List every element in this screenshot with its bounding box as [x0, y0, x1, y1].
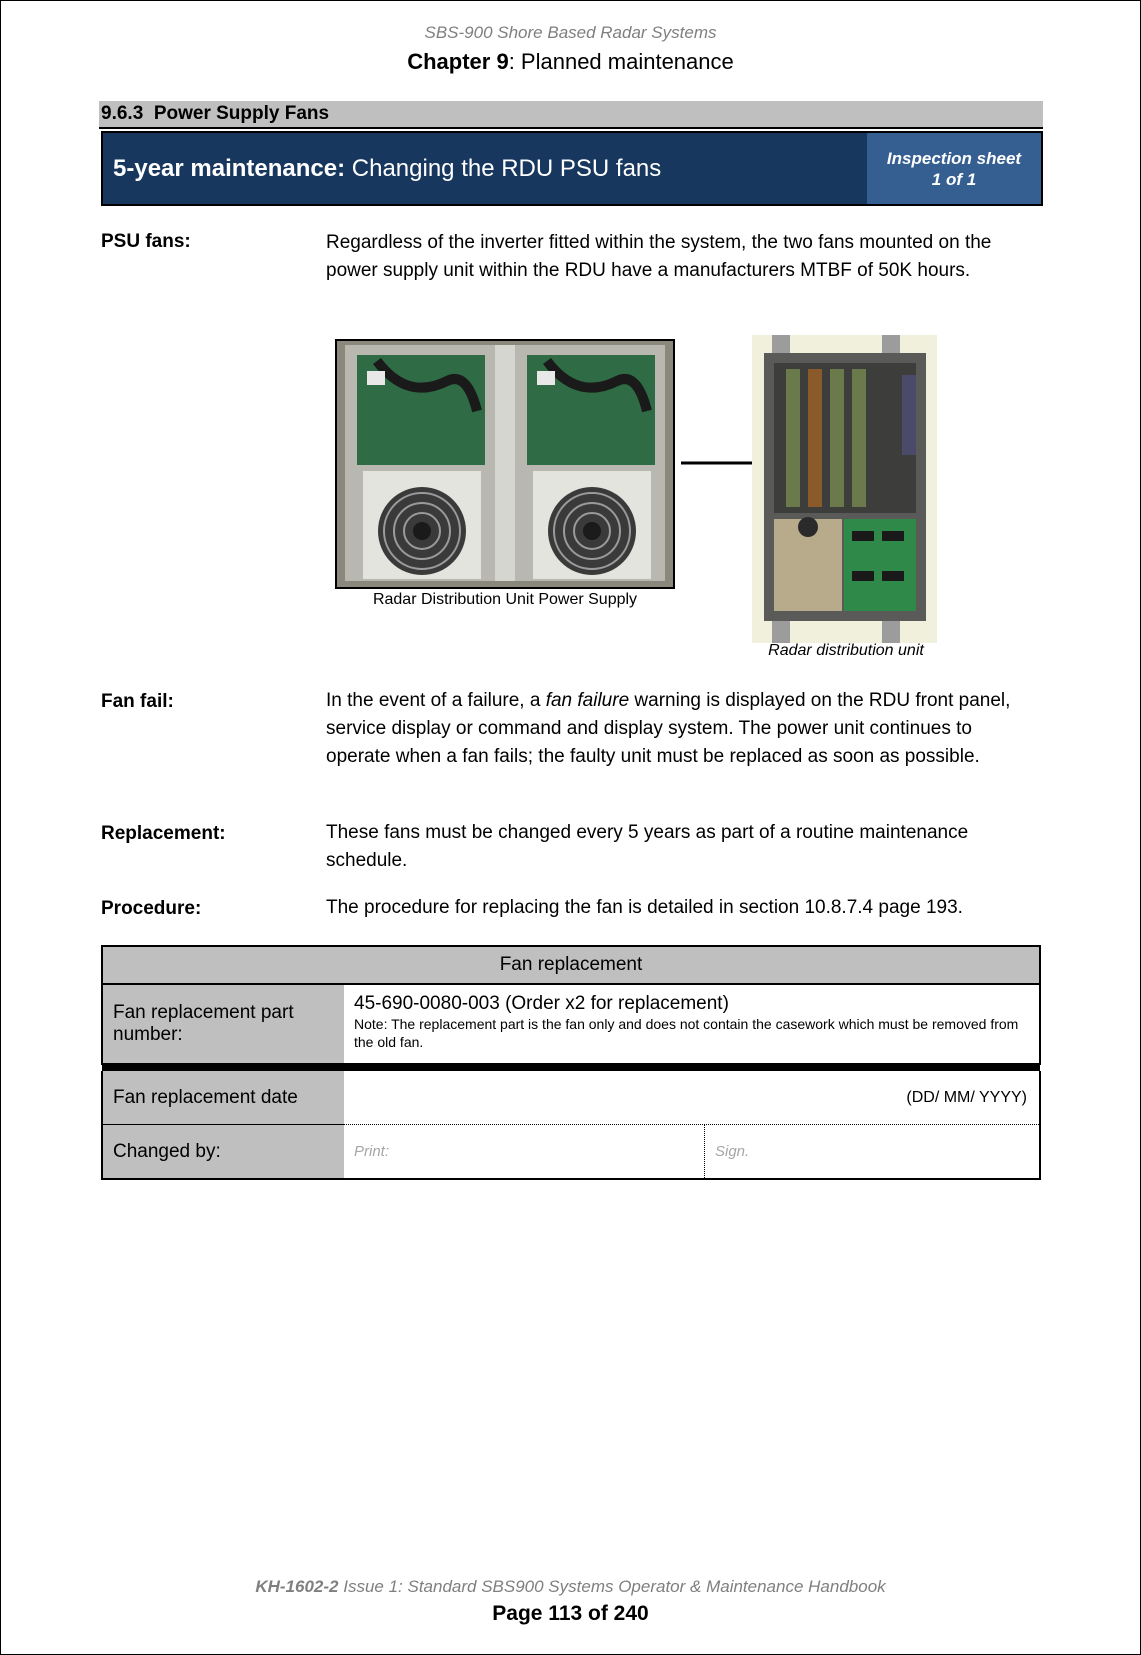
banner-title-rest: Changing the RDU PSU fans	[345, 155, 662, 182]
banner-title	[113, 133, 661, 204]
replacement-label: Replacement:	[101, 823, 226, 844]
part-number-value: 45-690-0080-003 (Order x2 for replacement)	[354, 993, 729, 1014]
footer-doc-code: KH-1602-2	[255, 1577, 339, 1596]
rdu-photo-caption: Radar distribution unit	[768, 642, 924, 659]
rdu-illustration	[752, 335, 937, 643]
part-number-cell	[344, 984, 1040, 1064]
signature-field[interactable]: Sign.	[705, 1125, 1041, 1180]
chapter-label: Chapter 9	[407, 49, 509, 74]
part-number-row	[102, 984, 1040, 1064]
document-title: SBS-900 Shore Based Radar Systems	[424, 23, 717, 42]
procedure-label: Procedure:	[101, 898, 202, 919]
table-title: Fan replacement	[102, 946, 1040, 984]
table-divider	[102, 1064, 1040, 1071]
section-heading: 9.6.3 Power Supply Fans	[99, 101, 1043, 129]
fan-replacement-table	[101, 945, 1041, 1180]
rdu-photo	[752, 335, 937, 643]
banner-title-bold: 5-year maintenance:	[113, 155, 346, 182]
inspection-sheet-badge	[867, 133, 1041, 204]
fan-fail-text	[326, 687, 1041, 771]
chapter-heading	[1, 49, 1140, 75]
chapter-title: : Planned maintenance	[508, 49, 734, 74]
footer-document-info	[1, 1577, 1140, 1597]
page-number: Page 113 of 240	[492, 1602, 649, 1625]
psu-photo	[335, 339, 675, 589]
changed-by-label: Changed by:	[102, 1125, 344, 1180]
table-header-row	[102, 946, 1040, 984]
maintenance-banner	[101, 131, 1043, 206]
part-number-label: Fan replacement part number:	[102, 984, 344, 1064]
inspection-sheet-count: 1 of 1	[931, 169, 977, 189]
procedure-text: The procedure for replacing the fan is detailed in section 10.8.7.4 page 193.	[326, 897, 963, 918]
fan-fail-label: Fan fail:	[101, 691, 174, 712]
replacement-date-label: Fan replacement date	[102, 1071, 344, 1125]
psu-photo-caption: Radar Distribution Unit Power Supply	[372, 591, 638, 608]
part-number-note: Note: The replacement part is the fan only and does not contain the casework which must be removed from the old fan.	[354, 1016, 1019, 1050]
fan-fail-text-end: warning is displayed on the RDU front panel, service display or command and display system. The power unit continues to operate when a fan fails; the faulty unit must be replaced as soon as possible.	[326, 690, 1011, 767]
fan-failure-term: fan failure	[545, 690, 630, 711]
psu-illustration	[337, 341, 673, 587]
fan-fail-text-start: In the event of a failure, a	[326, 690, 546, 711]
replacement-text: These fans must be changed every 5 years as part of a routine maintenance schedule.	[326, 822, 969, 871]
psu-fans-label: PSU fans:	[101, 231, 191, 252]
replacement-date-row	[102, 1071, 1040, 1125]
footer-doc-title: Issue 1: Standard SBS900 Systems Operator & Maintenance Handbook	[338, 1577, 886, 1596]
divider-line	[102, 1064, 1040, 1071]
inspection-sheet-label: Inspection sheet	[886, 148, 1022, 168]
psu-fans-text: Regardless of the inverter fitted within the system, the two fans mounted on the power supply unit within the RDU have a manufacturers MTBF of 50K hours.	[326, 232, 992, 281]
replacement-date-field[interactable]: (DD/ MM/ YYYY)	[344, 1071, 1040, 1125]
print-name-field[interactable]: Print:	[344, 1125, 705, 1180]
changed-by-row	[102, 1125, 1040, 1180]
